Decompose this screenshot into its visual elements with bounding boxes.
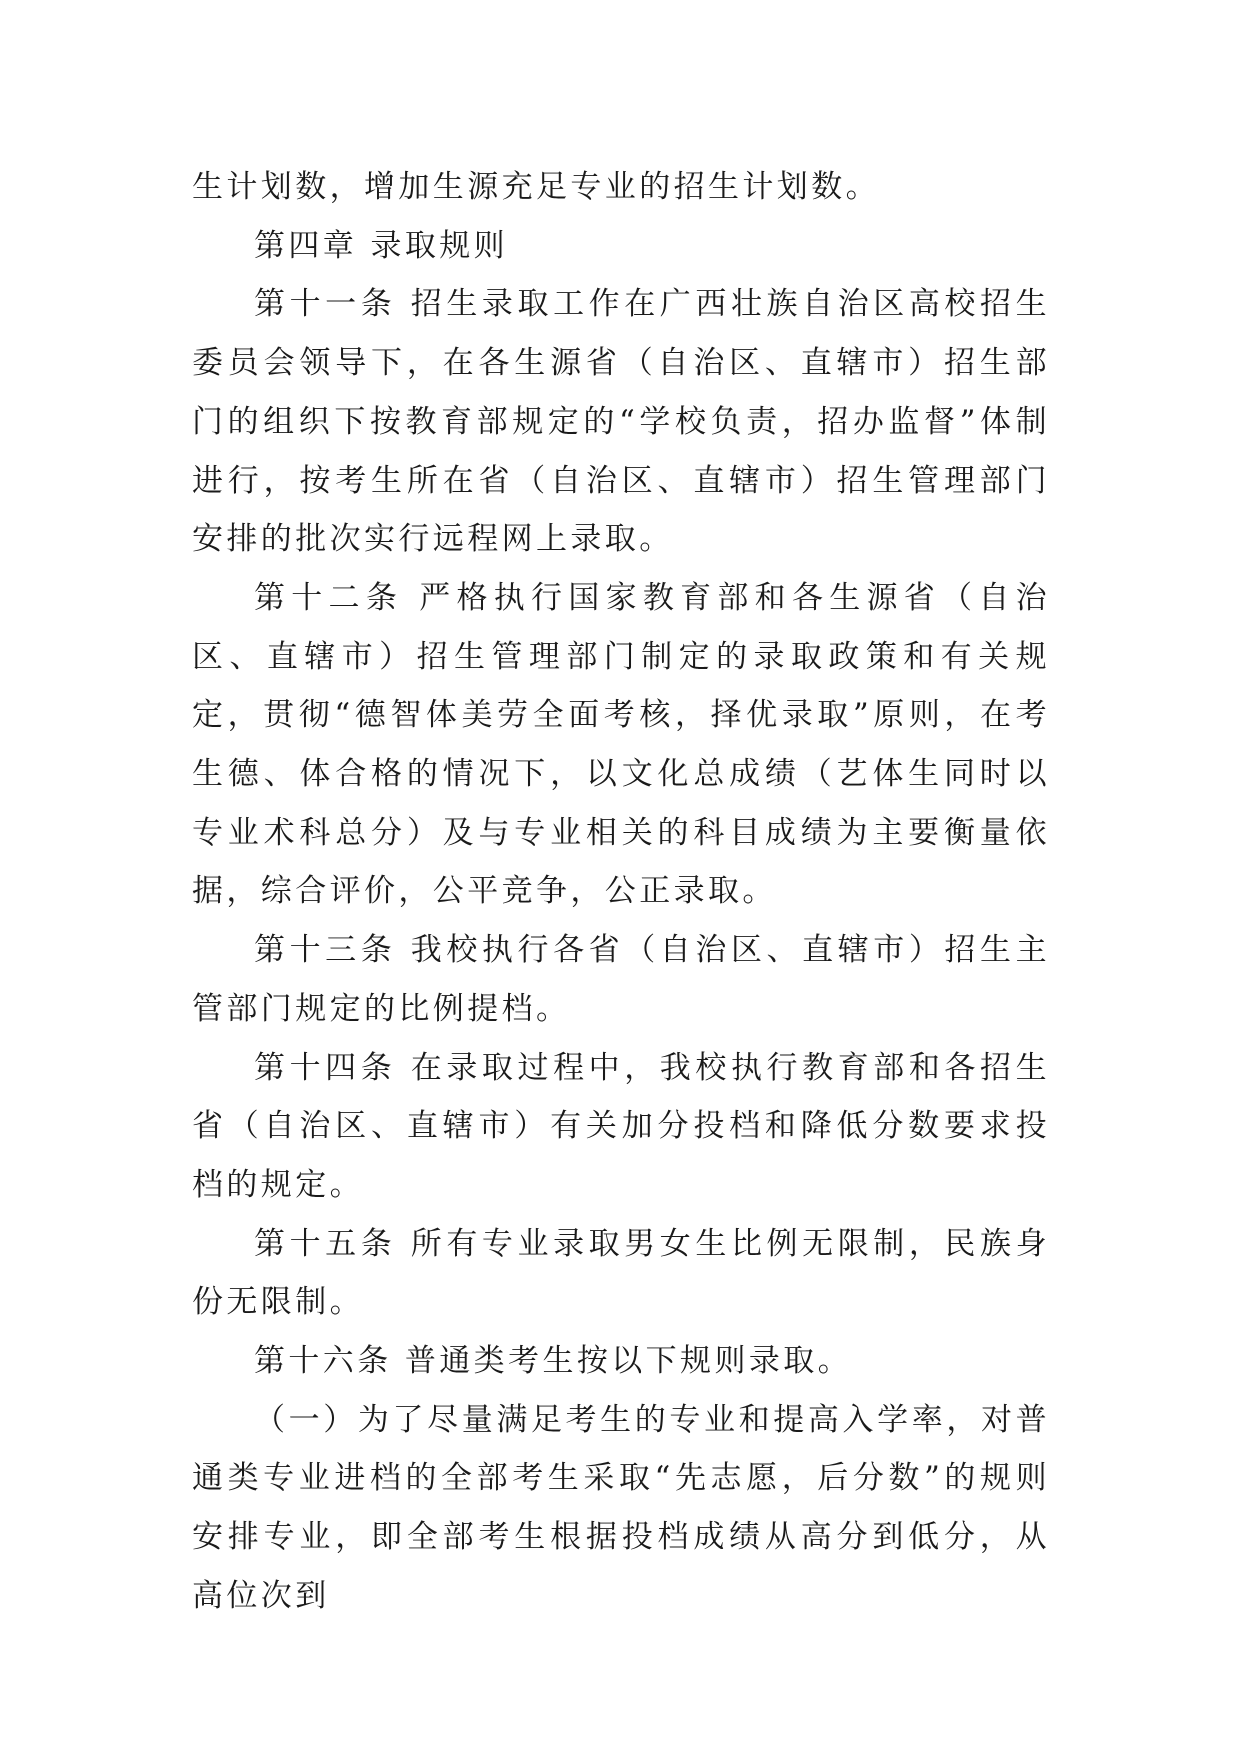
article-12: 第十二条 严格执行国家教育部和各生源省（自治区、直辖市）招生管理部门制定的录取政策和有关规定，贯彻“德智体美劳全面考核，择优录取”原则，在考生德、体合格的情况下，以文化总成绩（艺体生同时以专业术科总分）及与专业相关的科目成绩为主要衡量依据，综合评价，公平竞争，公正录取。	[192, 579, 1050, 910]
article-15: 第十五条 所有专业录取男女生比例无限制，民族身份无限制。	[192, 1225, 1050, 1321]
document-body	[192, 158, 1050, 1626]
article-16-clause-1: （一）为了尽量满足考生的专业和提高入学率，对普通类专业进档的全部考生采取“先志愿，后分数”的规则安排专业，即全部考生根据投档成绩从高分到低分，从高位次到	[192, 1401, 1050, 1614]
article-13: 第十三条 我校执行各省（自治区、直辖市）招生主管部门规定的比例提档。	[192, 932, 1050, 1027]
article-11: 第十一条 招生录取工作在广西壮族自治区高校招生委员会领导下，在各生源省（自治区、直辖市）招生部门的组织下按教育部规定的“学校负责，招办监督”体制进行，按考生所在省（自治区、直辖市）招生管理部门安排的批次实行远程网上录取。	[192, 286, 1050, 558]
article-14: 第十四条 在录取过程中，我校执行教育部和各招生省（自治区、直辖市）有关加分投档和降低分数要求投档的规定。	[192, 1049, 1050, 1203]
paragraph-continuation: 生计划数，增加生源充足专业的招生计划数。	[192, 169, 880, 205]
article-16: 第十六条 普通类考生按以下规则录取。	[254, 1343, 853, 1380]
chapter-heading: 第四章 录取规则	[254, 227, 509, 264]
